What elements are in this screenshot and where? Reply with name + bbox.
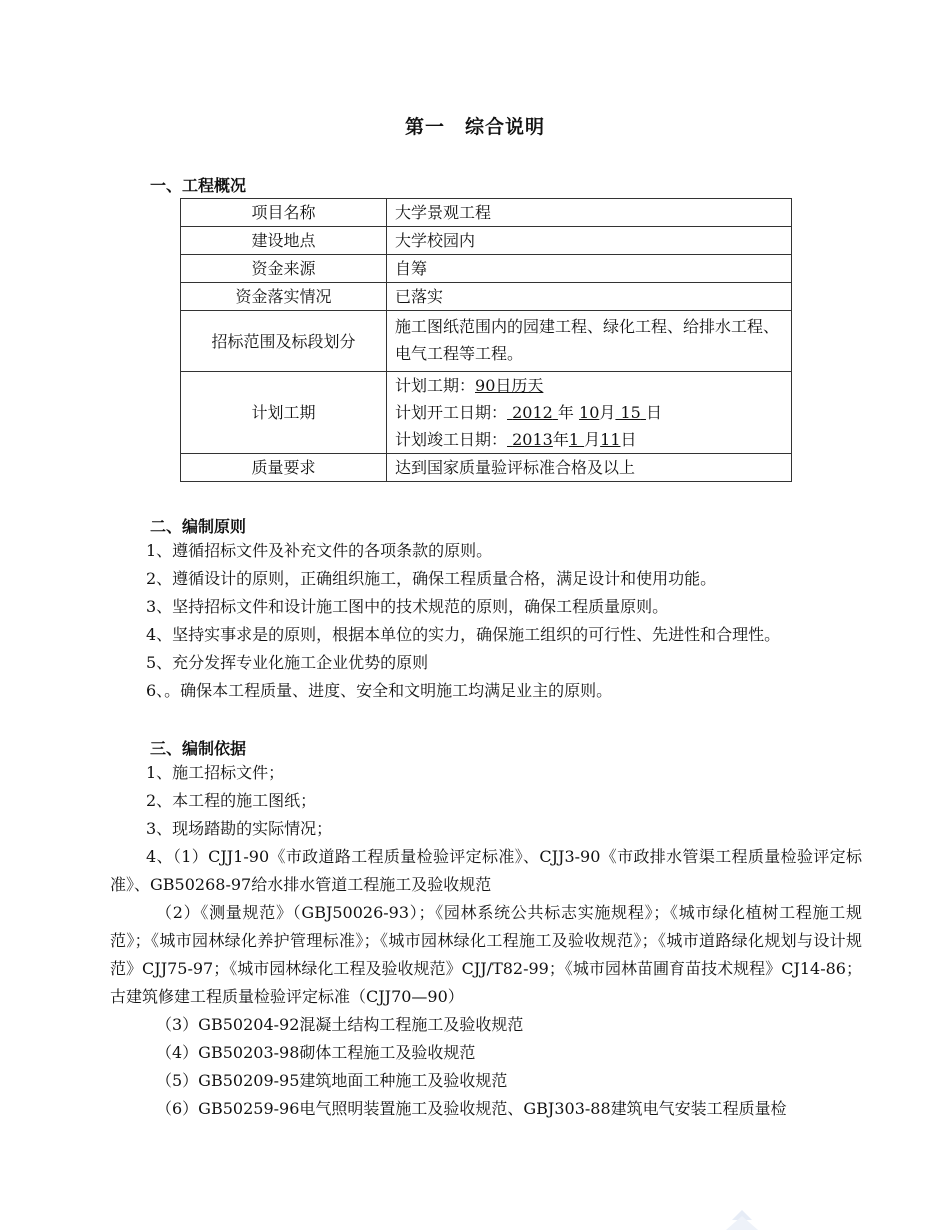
list-item: 2、遵循设计的原则，正确组织施工，确保工程质量合格，满足设计和使用功能。 [146, 569, 717, 588]
section-heading-principles: 二、编制原则 [150, 517, 247, 536]
table-row [181, 311, 792, 372]
year-char: 年 [557, 403, 574, 422]
page-title: 第一 综合说明 [404, 116, 545, 138]
day-char: 日 [645, 403, 662, 422]
year-char: 年 [552, 430, 569, 449]
table-value: 大学景观工程 [387, 199, 792, 227]
table-key: 招标范围及标段划分 [181, 311, 387, 372]
project-info-table [180, 198, 792, 482]
table-value: 自筹 [387, 255, 792, 283]
list-item: （3）GB50204-92混凝土结构工程施工及验收规范 [156, 1015, 524, 1034]
list-item: 1、施工招标文件； [146, 763, 285, 782]
duration-label: 计划工期： [395, 376, 476, 395]
month-char: 月 [599, 403, 616, 422]
list-item: （2）《测量规范》（GBJ50026-93）；《园林系统公共标志实施规程》；《城市绿化植树工程施工规范》；《城市园林绿化养护管理标准》；《城市园林绿化工程施工及验收规范》；《城市道路绿化规划与设计规范》CJJ75-97；《城市园林绿化工程及验收规范》CJJ/T82-99；《城市园林苗圃育苗技术规程》CJ14-86；古建筑修建工程质量检验评定标准（CJJ70—90） [110, 903, 862, 1006]
table-row-schedule [181, 372, 792, 454]
end-month: 1 [568, 430, 580, 449]
list-item: （6）GB50259-96电气照明装置施工及验收规范、GBJ303-88建筑电气安装工程质量检 [156, 1099, 787, 1118]
day-char: 日 [620, 430, 637, 449]
section-heading-basis: 三、编制依据 [150, 739, 247, 758]
list-item: 4、坚持实事求是的原则，根据本单位的实力，确保施工组织的可行性、先进性和合理性。 [146, 625, 781, 644]
list-item: 3、现场踏勘的实际情况； [146, 819, 333, 838]
end-year: 2013 [512, 430, 553, 449]
list-item: 5、充分发挥专业化施工企业优势的原则 [146, 653, 429, 672]
list-item: 6、。确保本工程质量、进度、安全和文明施工均满足业主的原则。 [146, 681, 613, 700]
table-row [181, 199, 792, 227]
start-month: 10 [579, 403, 600, 422]
list-item: 4、（1）CJJ1-90《市政道路工程质量检验评定标准》、CJJ3-90《市政排水管渠工程质量检验评定标准》、GB50268-97给水排水管道工程施工及验收规范 [110, 847, 862, 894]
watermark-icon [722, 1208, 762, 1230]
start-day: 15 [620, 403, 641, 422]
table-value: 大学校园内 [387, 227, 792, 255]
table-value: 施工图纸范围内的园建工程、绿化工程、给排水工程、电气工程等工程。 [387, 311, 792, 372]
table-key: 资金来源 [181, 255, 387, 283]
start-year: 2012 [512, 403, 553, 422]
table-value: 已落实 [387, 283, 792, 311]
table-row [181, 454, 792, 482]
section-heading-overview: 一、工程概况 [150, 176, 247, 195]
table-key: 资金落实情况 [181, 283, 387, 311]
table-key: 项目名称 [181, 199, 387, 227]
end-day: 11 [600, 430, 621, 449]
table-key: 质量要求 [181, 454, 387, 482]
duration-line [395, 372, 783, 399]
list-item: 2、本工程的施工图纸； [146, 791, 317, 810]
table-row [181, 255, 792, 283]
end-date-line [395, 426, 783, 453]
duration-value: 90日历天 [475, 376, 544, 395]
start-date-line [395, 399, 783, 426]
list-item: （5）GB50209-95建筑地面工种施工及验收规范 [156, 1071, 508, 1090]
table-row [181, 227, 792, 255]
basis-list [110, 759, 862, 1123]
start-label: 计划开工日期： [395, 403, 508, 422]
end-label: 计划竣工日期： [395, 430, 508, 449]
list-item: 3、坚持招标文件和设计施工图中的技术规范的原则，确保工程质量原则。 [146, 597, 669, 616]
month-char: 月 [584, 430, 601, 449]
table-value: 达到国家质量验评标准合格及以上 [387, 454, 792, 482]
list-item: 1、遵循招标文件及补充文件的各项条款的原则。 [146, 541, 493, 560]
table-row [181, 283, 792, 311]
table-key: 建设地点 [181, 227, 387, 255]
schedule-cell [387, 372, 792, 454]
table-key: 计划工期 [181, 372, 387, 454]
principles-list [110, 537, 862, 705]
list-item: （4）GB50203-98砌体工程施工及验收规范 [156, 1043, 476, 1062]
